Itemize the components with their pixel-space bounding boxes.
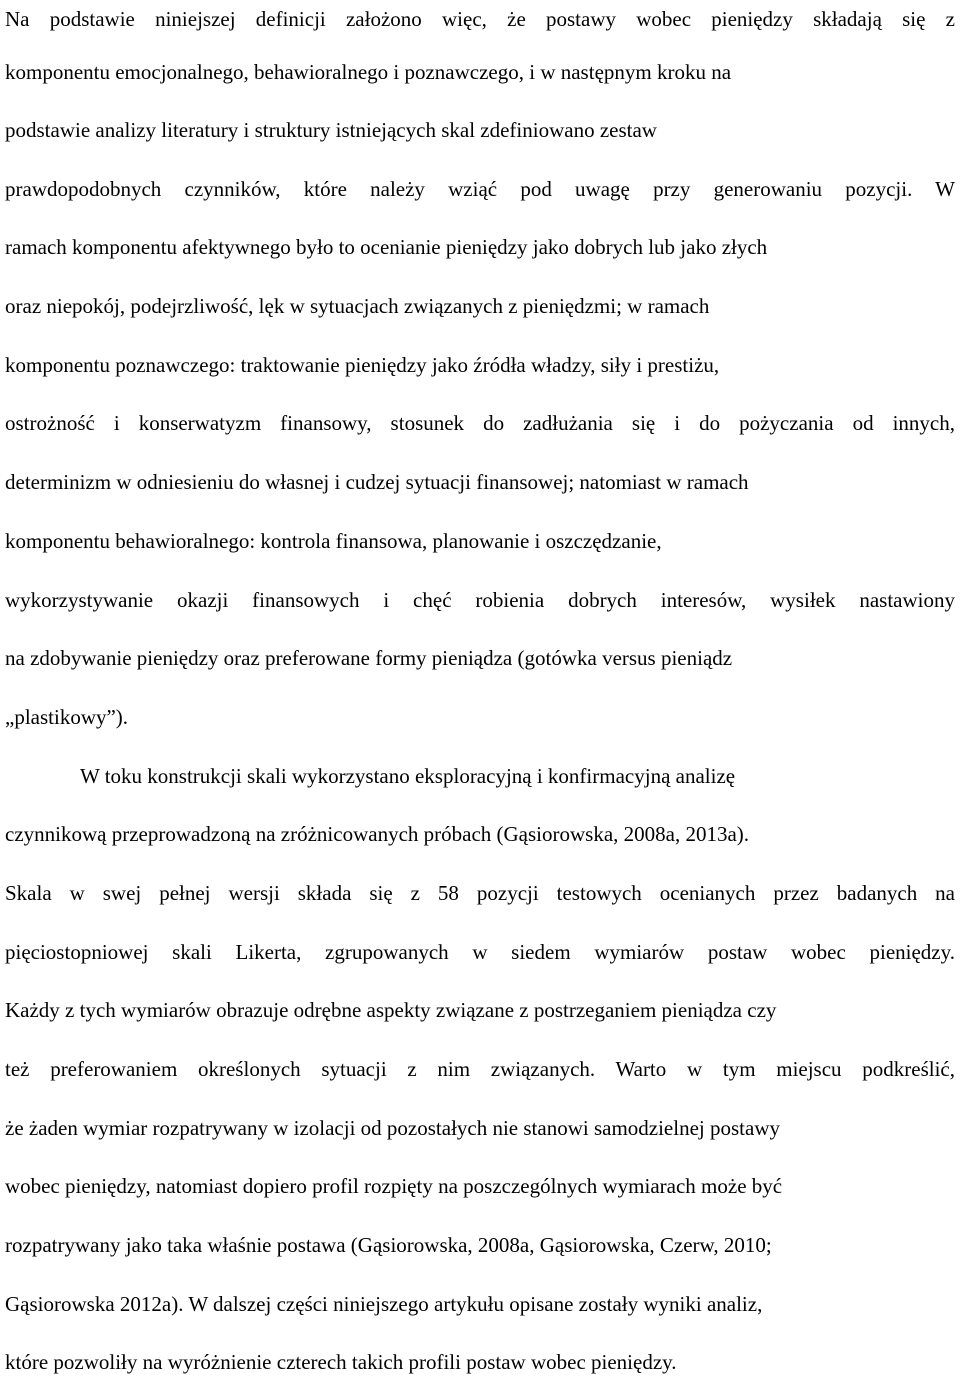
paragraph-line: czynnikową przeprowadzoną na zróżnicowanych próbach (Gąsiorowska, 2008a, 2013a). xyxy=(5,822,750,846)
paragraph-line: że żaden wymiar rozpatrywany w izolacji od pozostałych nie stanowi samodzielnej postawy xyxy=(5,1116,780,1140)
paragraph-line: Na podstawie niniejszej definicji założono więc, że postawy wobec pieniędzy składają się z xyxy=(5,7,955,31)
paragraph-line: rozpatrywany jako taka właśnie postawa (Gąsiorowska, 2008a, Gąsiorowska, Czerw, 2010; xyxy=(5,1233,772,1257)
paragraph-line: komponentu emocjonalnego, behawioralnego i poznawczego, i w następnym kroku na xyxy=(5,60,732,84)
paragraph-line: wobec pieniędzy, natomiast dopiero profil rozpięty na poszczególnych wymiarach może być xyxy=(5,1174,783,1198)
paragraph-line: które pozwoliły na wyróżnienie czterech takich profili postaw wobec pieniędzy. xyxy=(5,1350,677,1374)
paragraph-line: na zdobywanie pieniędzy oraz preferowane formy pieniądza (gotówka versus pieniądz xyxy=(5,646,733,670)
paragraph-line: ramach komponentu afektywnego było to ocenianie pieniędzy jako dobrych lub jako złych xyxy=(5,235,768,259)
paragraph-line: Każdy z tych wymiarów obrazuje odrębne aspekty związane z postrzeganiem pieniądza czy xyxy=(5,998,777,1022)
paragraph-line: pięciostopniowej skali Likerta, zgrupowanych w siedem wymiarów postaw wobec pieniędzy. xyxy=(5,940,955,964)
paragraph-line: Gąsiorowska 2012a). W dalszej części niniejszego artykułu opisane zostały wyniki analiz, xyxy=(5,1292,763,1316)
paragraph-line: ostrożność i konserwatyzm finansowy, stosunek do zadłużania się i do pożyczania od innych, xyxy=(5,411,955,435)
paragraph-line: Skala w swej pełnej wersji składa się z 58 pozycji testowych ocenianych przez badanych na xyxy=(5,881,955,905)
document-page xyxy=(5,0,960,1377)
paragraph-line: oraz niepokój, podejrzliwość, lęk w sytuacjach związanych z pieniędzmi; w ramach xyxy=(5,294,710,318)
paragraph-line: też preferowaniem określonych sytuacji z nim związanych. Warto w tym miejscu podkreślić, xyxy=(5,1057,955,1081)
paragraph-line: podstawie analizy literatury i struktury istniejących skal zdefiniowano zestaw xyxy=(5,118,657,142)
paragraph-line: W toku konstrukcji skali wykorzystano eksploracyjną i konfirmacyjną analizę xyxy=(80,764,736,788)
paragraph-line: „plastikowy”). xyxy=(5,705,129,729)
paragraph-line: determinizm w odniesieniu do własnej i cudzej sytuacji finansowej; natomiast w ramach xyxy=(5,470,749,494)
paragraph-line: prawdopodobnych czynników, które należy wziąć pod uwagę przy generowaniu pozycji. W xyxy=(5,177,955,201)
paragraph-line: komponentu behawioralnego: kontrola finansowa, planowanie i oszczędzanie, xyxy=(5,529,662,553)
paragraph-line: wykorzystywanie okazji finansowych i chęć robienia dobrych interesów, wysiłek nastawiony xyxy=(5,588,955,612)
paragraph-line: komponentu poznawczego: traktowanie pieniędzy jako źródła władzy, siły i prestiżu, xyxy=(5,353,720,377)
